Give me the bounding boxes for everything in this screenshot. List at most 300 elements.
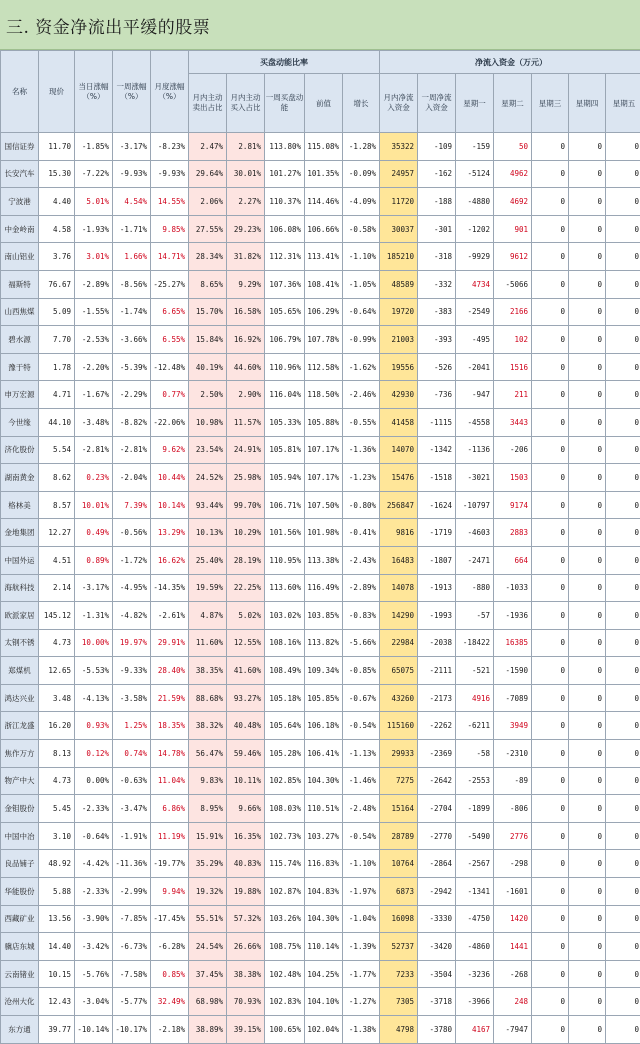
cell-fri: 0	[606, 795, 640, 823]
cell-mon: -947	[456, 381, 494, 409]
group-header-net-inflow: 净流入资金（万元）	[380, 51, 640, 74]
cell-week-change: -2.99%	[113, 878, 151, 906]
cell-mon: -5124	[456, 160, 494, 188]
cell-name: 焦作万方	[1, 740, 39, 768]
cell-fri: 0	[606, 988, 640, 1016]
cell-tue: 664	[494, 546, 532, 574]
cell-wed: 0	[532, 1016, 569, 1044]
cell-name: 南山铝业	[1, 243, 39, 271]
cell-growth: -5.66%	[343, 629, 380, 657]
cell-month-net: 16098	[380, 905, 418, 933]
cell-thu: 0	[569, 960, 606, 988]
cell-thu: 0	[569, 215, 606, 243]
cell-tue: -1590	[494, 657, 532, 685]
cell-prev: 109.34%	[305, 657, 343, 685]
cell-week-buy: 102.48%	[265, 960, 305, 988]
cell-name: 中金岭南	[1, 215, 39, 243]
cell-day-change: -3.48%	[75, 408, 113, 436]
cell-growth: -0.80%	[343, 491, 380, 519]
cell-day-change: -3.90%	[75, 905, 113, 933]
cell-week-net: -2369	[418, 740, 456, 768]
cell-growth: -1.28%	[343, 133, 380, 161]
table-row	[1, 602, 640, 630]
cell-week-net: -2942	[418, 878, 456, 906]
cell-month-change: 6.65%	[151, 298, 189, 326]
cell-week-change: -7.58%	[113, 960, 151, 988]
col-header-week-net: 一周净流入资金	[418, 74, 456, 133]
cell-growth: -0.85%	[343, 657, 380, 685]
cell-name: 国信证券	[1, 133, 39, 161]
cell-growth: -1.36%	[343, 436, 380, 464]
cell-mon: 4734	[456, 270, 494, 298]
cell-growth: -0.09%	[343, 160, 380, 188]
cell-thu: 0	[569, 353, 606, 381]
cell-tue: -206	[494, 436, 532, 464]
cell-week-net: -332	[418, 270, 456, 298]
cell-wed: 0	[532, 657, 569, 685]
cell-fri: 0	[606, 546, 640, 574]
cell-buy-ratio: 40.48%	[227, 712, 265, 740]
cell-day-change: 5.01%	[75, 188, 113, 216]
cell-month-change: -19.77%	[151, 850, 189, 878]
cell-week-change: -5.39%	[113, 353, 151, 381]
cell-sell-ratio: 93.44%	[189, 491, 227, 519]
cell-month-change: 10.44%	[151, 464, 189, 492]
cell-week-change: -5.77%	[113, 988, 151, 1016]
cell-week-buy: 113.60%	[265, 574, 305, 602]
cell-wed: 0	[532, 602, 569, 630]
cell-month-net: 14070	[380, 436, 418, 464]
cell-name: 鸿达兴业	[1, 684, 39, 712]
cell-day-change: -3.42%	[75, 933, 113, 961]
cell-growth: -1.62%	[343, 353, 380, 381]
cell-thu: 0	[569, 243, 606, 271]
cell-week-buy: 108.03%	[265, 795, 305, 823]
cell-mon: -4860	[456, 933, 494, 961]
cell-growth: -4.09%	[343, 188, 380, 216]
cell-sell-ratio: 40.19%	[189, 353, 227, 381]
cell-fri: 0	[606, 657, 640, 685]
cell-wed: 0	[532, 519, 569, 547]
cell-tue: 3443	[494, 408, 532, 436]
cell-prev: 104.83%	[305, 878, 343, 906]
cell-tue: 102	[494, 326, 532, 354]
table-body	[1, 133, 640, 1044]
cell-week-change: 7.39%	[113, 491, 151, 519]
cell-buy-ratio: 11.57%	[227, 408, 265, 436]
cell-month-net: 42930	[380, 381, 418, 409]
cell-month-net: 256847	[380, 491, 418, 519]
cell-week-change: -10.17%	[113, 1016, 151, 1044]
cell-thu: 0	[569, 905, 606, 933]
cell-day-change: 10.01%	[75, 491, 113, 519]
cell-name: 沧州大化	[1, 988, 39, 1016]
cell-sell-ratio: 11.60%	[189, 629, 227, 657]
cell-sell-ratio: 25.40%	[189, 546, 227, 574]
cell-growth: -0.54%	[343, 822, 380, 850]
cell-tue: -1936	[494, 602, 532, 630]
stock-table	[0, 50, 640, 1044]
cell-day-change: -0.64%	[75, 822, 113, 850]
cell-month-net: 7233	[380, 960, 418, 988]
table-row	[1, 933, 640, 961]
cell-week-buy: 107.36%	[265, 270, 305, 298]
cell-week-change: -0.63%	[113, 767, 151, 795]
cell-month-change: 9.94%	[151, 878, 189, 906]
table-row	[1, 795, 640, 823]
cell-month-net: 9816	[380, 519, 418, 547]
cell-buy-ratio: 93.27%	[227, 684, 265, 712]
cell-mon: -3236	[456, 960, 494, 988]
cell-name: 金钼股份	[1, 795, 39, 823]
cell-growth: -0.55%	[343, 408, 380, 436]
cell-week-buy: 105.94%	[265, 464, 305, 492]
cell-month-net: 43260	[380, 684, 418, 712]
cell-sell-ratio: 38.32%	[189, 712, 227, 740]
cell-month-net: 15164	[380, 795, 418, 823]
table-header	[1, 51, 640, 133]
cell-month-change: 9.85%	[151, 215, 189, 243]
table-row	[1, 270, 640, 298]
table-row	[1, 491, 640, 519]
cell-fri: 0	[606, 629, 640, 657]
cell-prev: 115.08%	[305, 133, 343, 161]
cell-mon: -159	[456, 133, 494, 161]
cell-price: 15.30	[39, 160, 75, 188]
cell-week-net: -2111	[418, 657, 456, 685]
cell-month-net: 52737	[380, 933, 418, 961]
cell-fri: 0	[606, 215, 640, 243]
cell-day-change: -2.20%	[75, 353, 113, 381]
cell-mon: -3021	[456, 464, 494, 492]
cell-day-change: 0.23%	[75, 464, 113, 492]
cell-growth: -0.58%	[343, 215, 380, 243]
cell-growth: -0.67%	[343, 684, 380, 712]
cell-thu: 0	[569, 795, 606, 823]
cell-month-net: 29933	[380, 740, 418, 768]
cell-prev: 101.35%	[305, 160, 343, 188]
table-row	[1, 160, 640, 188]
cell-fri: 0	[606, 574, 640, 602]
cell-month-net: 4798	[380, 1016, 418, 1044]
cell-price: 5.88	[39, 878, 75, 906]
cell-price: 10.15	[39, 960, 75, 988]
cell-week-buy: 105.33%	[265, 408, 305, 436]
cell-name: 湖南黄金	[1, 464, 39, 492]
cell-fri: 0	[606, 133, 640, 161]
cell-mon: -5490	[456, 822, 494, 850]
cell-week-buy: 102.85%	[265, 767, 305, 795]
cell-fri: 0	[606, 464, 640, 492]
cell-week-net: -3330	[418, 905, 456, 933]
cell-wed: 0	[532, 298, 569, 326]
cell-wed: 0	[532, 491, 569, 519]
cell-week-change: -4.82%	[113, 602, 151, 630]
cell-sell-ratio: 15.91%	[189, 822, 227, 850]
cell-month-change: 14.78%	[151, 740, 189, 768]
cell-mon: -57	[456, 602, 494, 630]
cell-month-net: 115160	[380, 712, 418, 740]
cell-week-buy: 105.65%	[265, 298, 305, 326]
col-header-tue: 星期二	[494, 74, 532, 133]
col-header-prev: 前值	[305, 74, 343, 133]
cell-thu: 0	[569, 988, 606, 1016]
cell-tue: 1441	[494, 933, 532, 961]
cell-week-buy: 113.80%	[265, 133, 305, 161]
cell-month-net: 41458	[380, 408, 418, 436]
cell-week-change: -3.47%	[113, 795, 151, 823]
cell-sell-ratio: 23.54%	[189, 436, 227, 464]
cell-tue: 3949	[494, 712, 532, 740]
cell-fri: 0	[606, 270, 640, 298]
cell-price: 76.67	[39, 270, 75, 298]
cell-buy-ratio: 16.58%	[227, 298, 265, 326]
cell-month-net: 7305	[380, 988, 418, 1016]
cell-tue: 248	[494, 988, 532, 1016]
cell-month-change: -25.27%	[151, 270, 189, 298]
cell-prev: 118.50%	[305, 381, 343, 409]
section-title: 三. 资金净流出平缓的股票	[6, 13, 210, 38]
cell-prev: 110.51%	[305, 795, 343, 823]
table-row	[1, 988, 640, 1016]
cell-growth: -2.46%	[343, 381, 380, 409]
cell-week-net: -383	[418, 298, 456, 326]
cell-week-net: -1518	[418, 464, 456, 492]
cell-fri: 0	[606, 822, 640, 850]
cell-growth: -1.10%	[343, 850, 380, 878]
cell-sell-ratio: 9.83%	[189, 767, 227, 795]
cell-price: 8.13	[39, 740, 75, 768]
cell-wed: 0	[532, 464, 569, 492]
cell-thu: 0	[569, 464, 606, 492]
cell-name: 中国中冶	[1, 822, 39, 850]
cell-week-change: -6.73%	[113, 933, 151, 961]
cell-mon: -2567	[456, 850, 494, 878]
cell-week-net: -1913	[418, 574, 456, 602]
cell-mon: -9929	[456, 243, 494, 271]
cell-week-net: -2642	[418, 767, 456, 795]
table-row	[1, 960, 640, 988]
cell-thu: 0	[569, 574, 606, 602]
cell-tue: -268	[494, 960, 532, 988]
cell-week-change: -0.56%	[113, 519, 151, 547]
cell-sell-ratio: 37.45%	[189, 960, 227, 988]
cell-prev: 104.25%	[305, 960, 343, 988]
cell-week-buy: 110.95%	[265, 546, 305, 574]
cell-fri: 0	[606, 767, 640, 795]
cell-fri: 0	[606, 298, 640, 326]
cell-week-net: -2770	[418, 822, 456, 850]
cell-week-change: -9.93%	[113, 160, 151, 188]
cell-buy-ratio: 9.66%	[227, 795, 265, 823]
cell-growth: -1.39%	[343, 933, 380, 961]
cell-day-change: -2.81%	[75, 436, 113, 464]
table-row	[1, 298, 640, 326]
cell-name: 格林美	[1, 491, 39, 519]
cell-tue: -2310	[494, 740, 532, 768]
cell-buy-ratio: 2.27%	[227, 188, 265, 216]
cell-prev: 106.41%	[305, 740, 343, 768]
cell-day-change: 0.89%	[75, 546, 113, 574]
cell-buy-ratio: 70.93%	[227, 988, 265, 1016]
cell-name: 中国外运	[1, 546, 39, 574]
cell-day-change: -2.33%	[75, 878, 113, 906]
table-row	[1, 657, 640, 685]
cell-wed: 0	[532, 850, 569, 878]
cell-sell-ratio: 19.32%	[189, 878, 227, 906]
cell-growth: -0.41%	[343, 519, 380, 547]
cell-month-net: 185210	[380, 243, 418, 271]
cell-name: 金地集团	[1, 519, 39, 547]
cell-thu: 0	[569, 546, 606, 574]
cell-name: 今世缘	[1, 408, 39, 436]
cell-sell-ratio: 29.64%	[189, 160, 227, 188]
cell-week-change: -11.36%	[113, 850, 151, 878]
cell-growth: -1.10%	[343, 243, 380, 271]
cell-sell-ratio: 8.95%	[189, 795, 227, 823]
cell-sell-ratio: 24.52%	[189, 464, 227, 492]
cell-month-net: 30037	[380, 215, 418, 243]
cell-week-net: -1115	[418, 408, 456, 436]
cell-prev: 107.17%	[305, 464, 343, 492]
cell-week-buy: 116.04%	[265, 381, 305, 409]
cell-buy-ratio: 28.19%	[227, 546, 265, 574]
cell-week-buy: 100.65%	[265, 1016, 305, 1044]
cell-sell-ratio: 55.51%	[189, 905, 227, 933]
cell-growth: -0.83%	[343, 602, 380, 630]
table-row	[1, 905, 640, 933]
cell-week-change: -1.72%	[113, 546, 151, 574]
cell-week-change: -2.04%	[113, 464, 151, 492]
cell-thu: 0	[569, 712, 606, 740]
cell-day-change: -5.53%	[75, 657, 113, 685]
cell-sell-ratio: 19.59%	[189, 574, 227, 602]
cell-name: 浙江龙盛	[1, 712, 39, 740]
cell-month-net: 14078	[380, 574, 418, 602]
cell-wed: 0	[532, 160, 569, 188]
cell-week-change: -8.82%	[113, 408, 151, 436]
cell-sell-ratio: 38.35%	[189, 657, 227, 685]
cell-week-net: -1719	[418, 519, 456, 547]
cell-week-change: -2.81%	[113, 436, 151, 464]
cell-week-change: -2.29%	[113, 381, 151, 409]
cell-buy-ratio: 59.46%	[227, 740, 265, 768]
cell-week-net: -526	[418, 353, 456, 381]
cell-sell-ratio: 2.47%	[189, 133, 227, 161]
cell-thu: 0	[569, 629, 606, 657]
cell-mon: -58	[456, 740, 494, 768]
cell-fri: 0	[606, 353, 640, 381]
cell-prev: 105.88%	[305, 408, 343, 436]
cell-tue: 4962	[494, 160, 532, 188]
cell-tue: 211	[494, 381, 532, 409]
cell-sell-ratio: 28.34%	[189, 243, 227, 271]
cell-name: 长安汽车	[1, 160, 39, 188]
cell-day-change: 0.12%	[75, 740, 113, 768]
cell-wed: 0	[532, 933, 569, 961]
cell-price: 8.57	[39, 491, 75, 519]
cell-buy-ratio: 44.60%	[227, 353, 265, 381]
col-header-fri: 星期五	[606, 74, 640, 133]
cell-wed: 0	[532, 960, 569, 988]
col-header-mon: 星期一	[456, 74, 494, 133]
cell-week-net: -393	[418, 326, 456, 354]
cell-fri: 0	[606, 1016, 640, 1044]
table-row	[1, 381, 640, 409]
cell-prev: 106.18%	[305, 712, 343, 740]
cell-week-net: -1807	[418, 546, 456, 574]
cell-growth: -0.54%	[343, 712, 380, 740]
table-row	[1, 767, 640, 795]
cell-month-net: 22984	[380, 629, 418, 657]
cell-buy-ratio: 5.02%	[227, 602, 265, 630]
table-row	[1, 353, 640, 381]
cell-mon: -1899	[456, 795, 494, 823]
cell-tue: 50	[494, 133, 532, 161]
cell-price: 5.54	[39, 436, 75, 464]
cell-week-buy: 106.79%	[265, 326, 305, 354]
cell-day-change: -1.93%	[75, 215, 113, 243]
cell-month-change: 11.19%	[151, 822, 189, 850]
cell-thu: 0	[569, 933, 606, 961]
cell-month-change: 13.29%	[151, 519, 189, 547]
col-header-name: 名称	[1, 51, 39, 133]
cell-month-net: 24957	[380, 160, 418, 188]
cell-name: 郑煤机	[1, 657, 39, 685]
table-row	[1, 629, 640, 657]
cell-mon: -4750	[456, 905, 494, 933]
cell-growth: -1.27%	[343, 988, 380, 1016]
cell-price: 12.65	[39, 657, 75, 685]
cell-fri: 0	[606, 326, 640, 354]
cell-thu: 0	[569, 878, 606, 906]
cell-thu: 0	[569, 491, 606, 519]
cell-tue: 1516	[494, 353, 532, 381]
cell-tue: 2166	[494, 298, 532, 326]
cell-month-net: 65075	[380, 657, 418, 685]
cell-month-change: 0.85%	[151, 960, 189, 988]
table-row	[1, 740, 640, 768]
cell-price: 2.14	[39, 574, 75, 602]
cell-thu: 0	[569, 160, 606, 188]
cell-day-change: -1.31%	[75, 602, 113, 630]
cell-mon: -10797	[456, 491, 494, 519]
cell-day-change: -1.55%	[75, 298, 113, 326]
cell-week-net: -162	[418, 160, 456, 188]
cell-month-change: -17.45%	[151, 905, 189, 933]
cell-wed: 0	[532, 381, 569, 409]
table-row	[1, 878, 640, 906]
cell-name: 山西焦煤	[1, 298, 39, 326]
cell-growth: -2.43%	[343, 546, 380, 574]
cell-mon: -2471	[456, 546, 494, 574]
cell-week-net: -109	[418, 133, 456, 161]
cell-day-change: -4.13%	[75, 684, 113, 712]
cell-week-change: 0.74%	[113, 740, 151, 768]
cell-week-change: -1.91%	[113, 822, 151, 850]
cell-name: 西藏矿业	[1, 905, 39, 933]
cell-week-buy: 102.83%	[265, 988, 305, 1016]
table-row	[1, 519, 640, 547]
cell-month-change: 21.59%	[151, 684, 189, 712]
cell-price: 4.40	[39, 188, 75, 216]
cell-week-change: 19.97%	[113, 629, 151, 657]
cell-thu: 0	[569, 519, 606, 547]
cell-sell-ratio: 38.89%	[189, 1016, 227, 1044]
cell-week-buy: 103.02%	[265, 602, 305, 630]
cell-buy-ratio: 39.15%	[227, 1016, 265, 1044]
cell-mon: -4558	[456, 408, 494, 436]
